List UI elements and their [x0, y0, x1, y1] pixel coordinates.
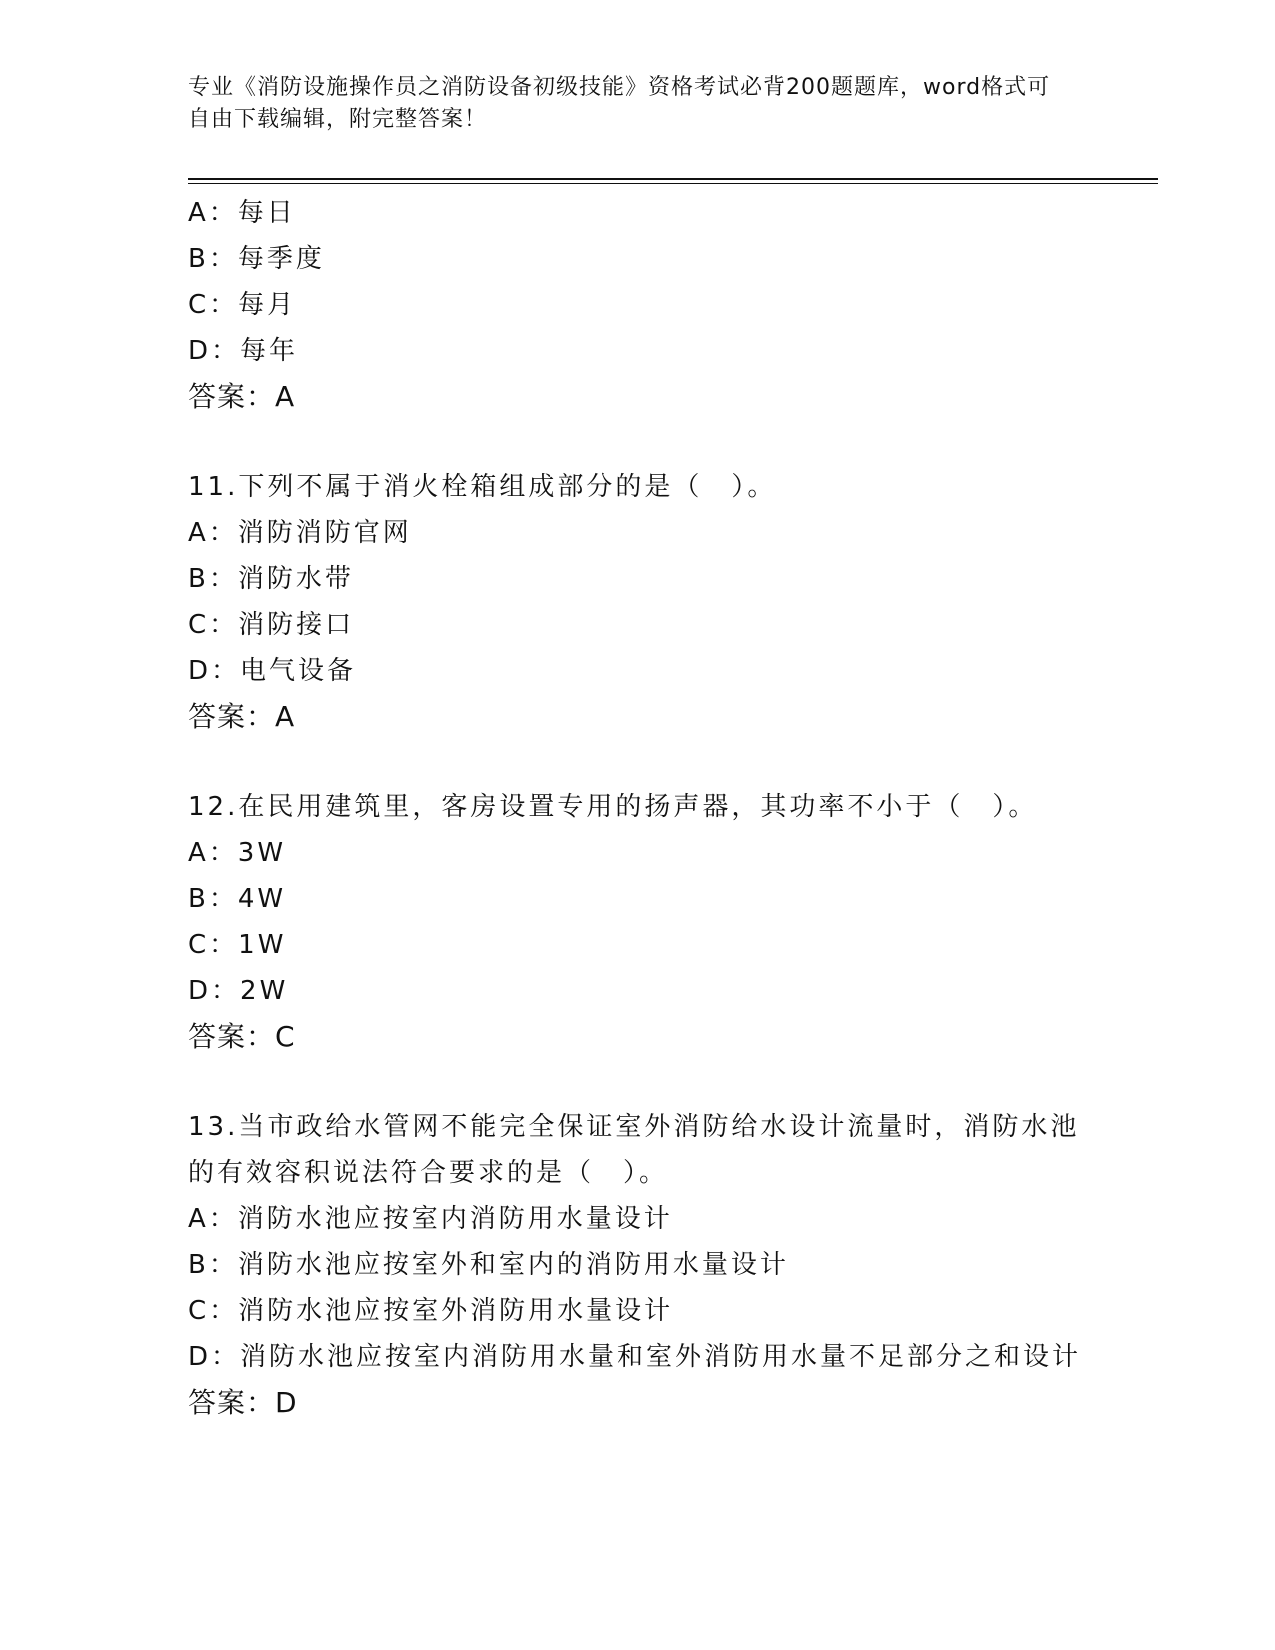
document-header: 专业《消防设施操作员之消防设备初级技能》资格考试必背200题题库，word格式可自由下载编辑，附完整答案！ [188, 75, 1051, 132]
question-text: 11.下列不属于消火栓箱组成部分的是（ ）。 [188, 472, 777, 502]
option-c: C：1W [188, 930, 287, 960]
question-text: 13.当市政给水管网不能完全保证室外消防给水设计流量时，消防水池的有效容积说法符合要求的是（ ）。 [188, 1112, 1080, 1188]
option-a: A：消防水池应按室内消防用水量设计 [188, 1204, 673, 1234]
option-d: D：2W [188, 976, 289, 1006]
option-c: C：每月 [188, 290, 297, 320]
option-d: D：每年 [188, 336, 299, 366]
question-block-13 [188, 1104, 1088, 1426]
question-text: 12.在民用建筑里，客房设置专用的扬声器，其功率不小于（ ）。 [188, 792, 1038, 822]
answer-line: 答案：C [188, 1020, 296, 1053]
question-block-12 [188, 784, 1088, 1060]
option-c: C：消防接口 [188, 610, 355, 640]
option-d: D：消防水池应按室内消防用水量和室外消防用水量不足部分之和设计 [188, 1342, 1082, 1372]
answer-line: 答案：A [188, 700, 296, 733]
option-a: A：3W [188, 838, 287, 868]
answer-line: 答案：A [188, 380, 296, 413]
option-a: A：消防消防官网 [188, 518, 412, 548]
option-d: D：电气设备 [188, 656, 357, 686]
question-list [188, 190, 1088, 1426]
header-divider-thick [188, 178, 1158, 180]
question-block-11 [188, 464, 1088, 740]
option-b: B：消防水池应按室外和室内的消防用水量设计 [188, 1250, 789, 1280]
spacer [188, 740, 1088, 784]
option-a: A：每日 [188, 198, 296, 228]
answer-line: 答案：D [188, 1386, 298, 1419]
question-block-10 [188, 190, 1088, 420]
option-c: C：消防水池应按室外消防用水量设计 [188, 1296, 674, 1326]
option-b: B：4W [188, 884, 287, 914]
spacer [188, 1060, 1088, 1104]
option-b: B：消防水带 [188, 564, 354, 594]
option-b: B：每季度 [188, 244, 325, 274]
spacer [188, 420, 1088, 464]
header-divider-thin [188, 183, 1158, 184]
